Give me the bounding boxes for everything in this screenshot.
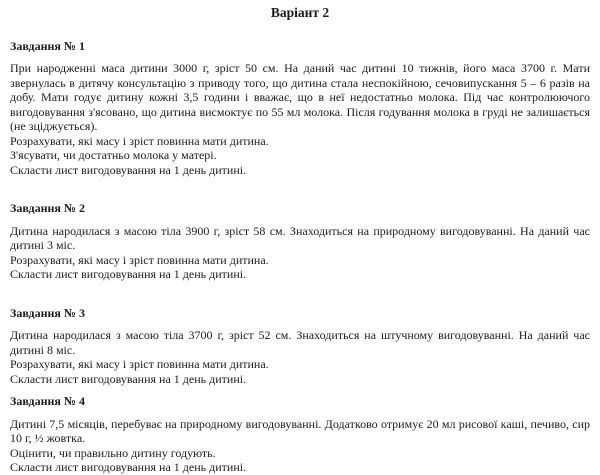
task-2-instructions: [10, 253, 590, 282]
task-2-heading: Завдання № 2: [10, 201, 85, 215]
task-4-instruction-1: Оцінити, чи правильно дитину годують.: [10, 445, 216, 460]
task-1-instruction-2: З'ясувати, чи достатньо молока у матері.: [10, 148, 217, 162]
task-3-heading: Завдання № 3: [10, 305, 85, 320]
task-2-instruction-1: Розрахувати, які масу і зріст повинна мати дитина.: [10, 252, 269, 267]
task-1-body: При народженні маса дитини 3000 г, зріст 50 см. На даний час дитині 10 тижнів, його маса 3700 г. Мати звернулась в дитячу консультацію з приводу того, що дитина стала неспокійною, сечовипускання 5 – 6 разів на добу. Мати годує дитину кожні 3,5 години і вважає, що в неї недостатньо молока. Під час контролюючого вигодовування з'ясовано, що дитина висмоктує по 55 мл молока. Після годування молока в груді не залишається (не зціджується).: [10, 61, 590, 133]
task-3-instruction-1: Розрахувати, які масу і зріст повинна мати дитина.: [10, 357, 269, 371]
task-section-4: [10, 394, 590, 475]
task-section-3: [10, 306, 590, 387]
task-3-instruction-2: Скласти лист вигодовування на 1 день дитині.: [10, 371, 247, 386]
task-1-instructions: [10, 134, 590, 178]
task-section-2: [10, 201, 590, 282]
task-2-instruction-2: Скласти лист вигодовування на 1 день дитині.: [10, 267, 247, 281]
document-title: Варіант 2: [270, 5, 330, 20]
task-section-1: [10, 39, 590, 178]
task-3-instructions: [10, 357, 590, 386]
task-4-instructions: [10, 446, 590, 475]
task-1-heading: Завдання № 1: [10, 38, 85, 53]
task-4-heading: Завдання № 4: [10, 394, 85, 408]
task-1-instruction-1: Розрахувати, які масу і зріст повинна мати дитина.: [10, 133, 269, 148]
task-4-instruction-2: Скласти лист вигодовування на 1 день дитині.: [10, 460, 247, 474]
task-3-body: Дитина народилася з масою тіла 3700 г, зріст 52 см. Знаходиться на штучному вигодовуванні. На даний час дитині 8 міс.: [10, 328, 590, 357]
task-1-instruction-3: Скласти лист вигодовування на 1 день дитині.: [10, 162, 247, 177]
task-2-body: Дитина народилася з масою тіла 3900 г, зріст 58 см. Знаходиться на природному вигодовуванні. На даний час дитині 3 міс.: [10, 223, 590, 252]
task-4-body: Дитині 7,5 місяців, перебуває на природному вигодовуванні. Додатково отримує 20 мл рисової каші, печиво, сир 10 г, ½ жовтка.: [10, 416, 590, 445]
